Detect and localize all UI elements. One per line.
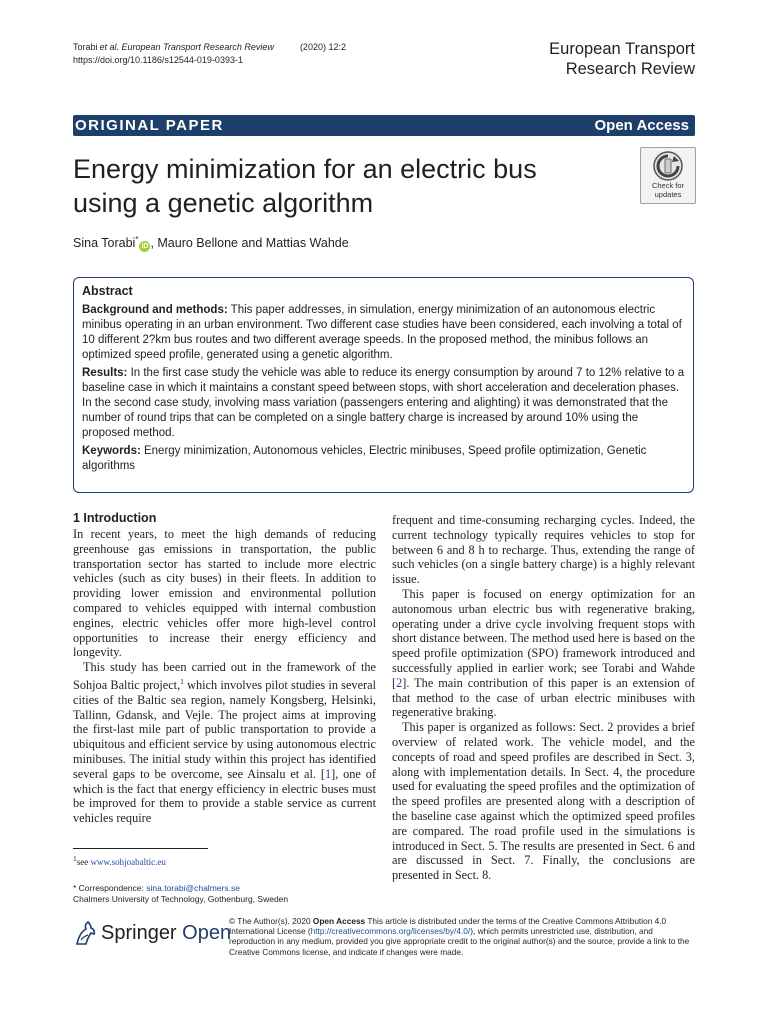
article-type-band [73, 115, 695, 136]
abstract-keywords-text: Energy minimization, Autonomous vehicles, Electric minibuses, Speed profile optimization, Genetic algorithms [82, 445, 647, 472]
abstract-results-label: Results: [82, 367, 128, 379]
paragraph [73, 660, 376, 826]
journal-name [549, 39, 695, 79]
paragraph: In recent years, to meet the high demands of reducing greenhouse gas emissions in transportation, the public transportation sector has started to include more electric vehicles (such as city buses) in their fleets. In addition to providing lower emission and environmental pollution compared to vehicles equipped with internal combustion engines, electric vehicles offer more high-level control opportunities to increase their energy efficiency and longevity. [73, 527, 376, 660]
badge-line1: Check for [651, 181, 685, 190]
license-text: ), which permits unrestricted use, distribution, and reproduction in any medium, provided you give appropriate credit to the original author(s) and the source, provide a link to the Creative Commons license, and indicate if changes were made. [229, 926, 690, 957]
check-for-updates-badge[interactable] [640, 147, 696, 204]
footnote-mark[interactable]: 1 [180, 676, 184, 686]
open-access-label: Open Access [594, 117, 689, 134]
publisher-wordmark [101, 921, 231, 945]
body-column-right [392, 513, 695, 883]
author-first: Sina Torabi [73, 236, 136, 251]
citation-year: (2020) 12:2 [299, 42, 346, 52]
correspondence-label: * Correspondence: [73, 883, 147, 893]
paragraph-text: ], one of which is the fact that energy efficiency in electric buses must be improved for them to provide a stable service as current vehicles require [73, 766, 376, 826]
paragraph: This paper is organized as follows: Sect. 2 provides a brief overview of related work. The vehicle model, and the concepts of road and speed profiles are described in Sect. 3, along with implementation details. In Sect. 4, the procedure used for evaluating the speed profiles and the optimization of the speed profiles are presented along with a description of the baseline case against which the optimized speed profiles are compared. The road profile used in the simulations is introduced in Sect. 5. The results are presented in Sect. 6 and are discussed in Sect. 7. Finally, the conclusions are presented in Sect. 8. [392, 720, 695, 883]
springer-horse-icon [73, 920, 97, 946]
orcid-icon[interactable]: iD [141, 243, 149, 251]
abstract-results [82, 366, 686, 441]
abstract-keywords-label: Keywords: [82, 445, 141, 457]
citation-line [73, 41, 348, 54]
reference-link[interactable]: 1 [324, 766, 332, 781]
journal-name-line2: Research Review [565, 60, 695, 78]
section-heading: 1 Introduction [73, 511, 157, 525]
paragraph-text: This paper is focused on energy optimization for an autonomous urban electric bus with regenerative braking, operating under a drive cycle involving frequent stops with short distance between. The method used here is based on the speed profile optimization (SPO) framework introduced and successfully applied in earlier work; see Torabi and Wahde [ [392, 586, 695, 690]
paragraph-text: which involves pilot studies in several cities of the Baltic sea region, namely Kongsberg, Helsinki, Tallinn, Gdansk, and Vejle. The project aims at improving the first-last mile part of public transportation to provide a ubiquitous and efficient service by using autonomous electric minibuses. The initial study within this project has identified several gaps to be overcome, see Ainsalu et al. [ [73, 678, 376, 781]
citation-header [73, 41, 348, 67]
license-copyright: © The Author(s). 2020 [229, 916, 313, 926]
publisher-name: Springer [101, 922, 177, 944]
abstract-background-label: Background and methods: [82, 304, 228, 316]
paper-title [73, 152, 613, 220]
abstract-results-text: In the first case study the vehicle was able to reduce its energy consumption by around 7 to 12% relative to a baseline case in which it maintains a constant speed between stops, with short acceleration and deceleration phases. In the second case study, involving mass variation (passengers entering and alighting) it was demonstrated that the number of round trips that can be completed on a single battery charge is increased by around 10% using the proposed method. [82, 367, 685, 439]
author-rest: , Mauro Bellone and Mattias Wahde [150, 236, 349, 251]
paragraph-text: ]. The main contribution of this paper is an extension of that method to the case of urban electric minibuses with regenerative braking. [392, 675, 695, 720]
body-column-left [73, 510, 376, 826]
license-text: This article is distributed under the terms of the Creative Commons Attribution 4.0 International License ( [229, 916, 667, 937]
abstract-box [73, 277, 694, 493]
check-for-updates-icon [652, 150, 684, 182]
abstract-background [82, 303, 686, 363]
check-for-updates-label [641, 181, 695, 199]
author-list [73, 232, 349, 252]
abstract-heading: Abstract [82, 284, 133, 298]
correspondence-line [73, 883, 288, 894]
abstract-keywords [82, 444, 686, 474]
footnote [73, 853, 166, 868]
license-link[interactable]: http://creativecommons.org/licenses/by/4.0/ [310, 926, 471, 937]
footnote-prefix: see [76, 857, 91, 867]
citation-authors: Torabi [73, 42, 98, 52]
affiliation: Chalmers University of Technology, Gothenburg, Sweden [73, 894, 289, 904]
publisher-open: Open [182, 922, 232, 944]
paper-title-line2: using a genetic algorithm [73, 188, 374, 218]
doi-link[interactable]: https://doi.org/10.1186/s12544-019-0393-1 [73, 55, 243, 65]
badge-line2: updates [654, 190, 682, 199]
corresponding-mark: * [135, 235, 139, 244]
paragraph-text: This study has been carried out in the framework of the Sohjoa Baltic project, [73, 660, 376, 693]
paper-title-line1: Energy minimization for an electric bus [73, 154, 537, 184]
footnote-number: 1 [73, 854, 77, 863]
license-open-access: Open Access [312, 916, 366, 926]
reference-link[interactable]: 2 [396, 675, 403, 690]
footnote-divider [73, 848, 208, 849]
correspondence [73, 883, 288, 905]
paragraph [392, 587, 695, 720]
paragraph: frequent and time-consuming recharging cycles. Indeed, the current technology typically requires vehicles to stop for between 6 and 8 h to recharge. Thus, extending the range of such vehicles (on a single battery charge) is a highly relevant issue. [392, 513, 695, 587]
license-notice [229, 916, 695, 957]
citation-etal: et al. European Transport Research Review [99, 42, 274, 52]
article-type: ORIGINAL PAPER [75, 117, 224, 134]
journal-name-line1: European Transport [549, 40, 695, 58]
correspondence-email[interactable]: sina.torabi@chalmers.se [146, 883, 240, 893]
abstract-background-text: This paper addresses, in simulation, energy minimization of an autonomous electric minibus operating in an urban environment. Two different case studies have been considered, each involving a total of 10 different 2?km bus routes and two different average speeds. In the proposed method, the minibus follows an optimized speed profile, generated using a genetic algorithm. [82, 304, 682, 361]
footnote-link[interactable]: www.sohjoabaltic.eu [90, 857, 166, 867]
